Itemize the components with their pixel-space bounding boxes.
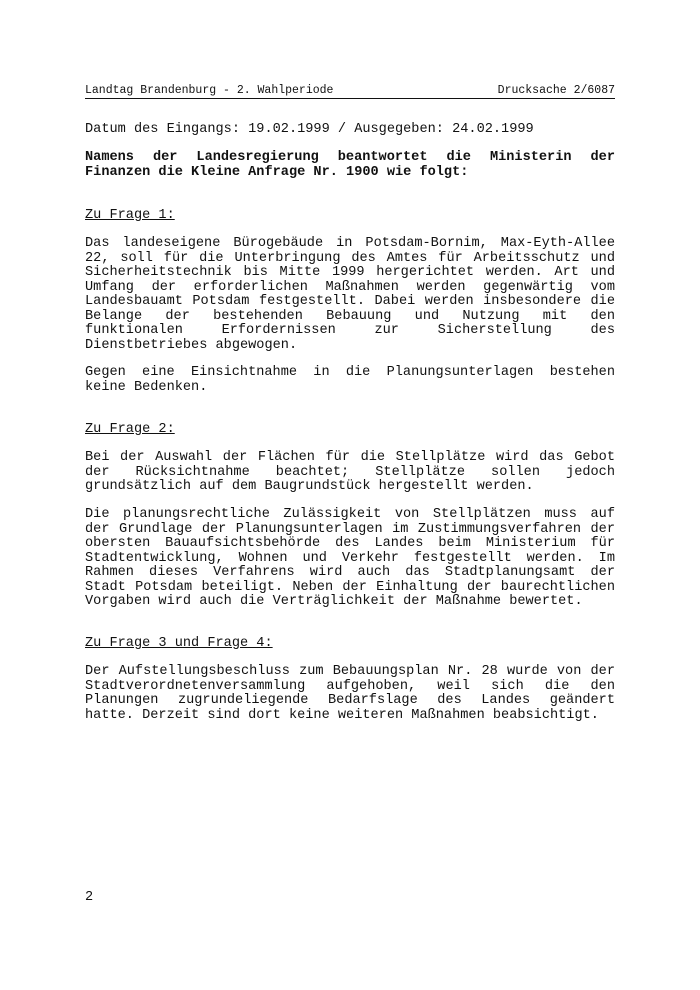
section-2-heading: Zu Frage 2: xyxy=(85,422,175,437)
section-1-heading: Zu Frage 1: xyxy=(85,208,175,223)
section-3-heading: Zu Frage 3 und Frage 4: xyxy=(85,636,273,651)
section-1-paragraph-2: Gegen eine Einsichtnahme in die Planungsunterlagen bestehen keine Bedenken. xyxy=(85,365,615,395)
section-3-paragraph-1: Der Aufstellungsbeschluss zum Bebauungsplan Nr. 28 wurde von der Stadtverordnetenversammlung aufgehoben, weil sich die den Planungen zugrundeliegende Bedarfslage des Landes geändert hatte. Derzeit sind dort keine weiteren Maßnahmen beabsichtigt. xyxy=(85,664,615,723)
intro-text: Namens der Landesregierung beantwortet die Ministerin der Finanzen die Kleine Anfrage Nr. 1900 wie folgt: xyxy=(85,150,615,180)
section-2-paragraph-2: Die planungsrechtliche Zulässigkeit von Stellplätzen muss auf der Grundlage der Planungsunterlagen im Zustimmungsverfahren der obersten Bauaufsichtsbehörde des Landes beim Ministerium für Stadtentwicklung, Wohnen und Verkehr festgestellt werden. Im Rahmen dieses Verfahrens wird auch das Stadtplanungsamt der Stadt Potsdam beteiligt. Neben der Einhaltung der baurechtlichen Vorgaben wird auch die Verträglichkeit der Maßnahme bewertet. xyxy=(85,507,615,609)
date-line: Datum des Eingangs: 19.02.1999 / Ausgegeben: 24.02.1999 xyxy=(85,122,534,137)
header-right: Drucksache 2/6087 xyxy=(497,84,615,97)
section-1-paragraph-1: Das landeseigene Bürogebäude in Potsdam-Bornim, Max-Eyth-Allee 22, soll für die Unterbringung des Amtes für Arbeitsschutz und Sicherheitstechnik bis Mitte 1999 hergerichtet werden. Art und Umfang der erforderlichen Maßnahmen werden gegenwärtig vom Landesbauamt Potsdam festgestellt. Dabei werden insbesondere die Belange der bestehenden Bebauung und Nutzung mit den funktionalen Erfordernissen zur Sicherstellung des Dienstbetriebes abgewogen. xyxy=(85,236,615,353)
page-header xyxy=(85,84,615,99)
page-number: 2 xyxy=(85,890,94,905)
section-2-paragraph-1: Bei der Auswahl der Flächen für die Stellplätze wird das Gebot der Rücksichtnahme beachtet; Stellplätze sollen jedoch grundsätzlich auf dem Baugrundstück hergestellt werden. xyxy=(85,450,615,494)
header-left: Landtag Brandenburg - 2. Wahlperiode xyxy=(85,84,334,97)
